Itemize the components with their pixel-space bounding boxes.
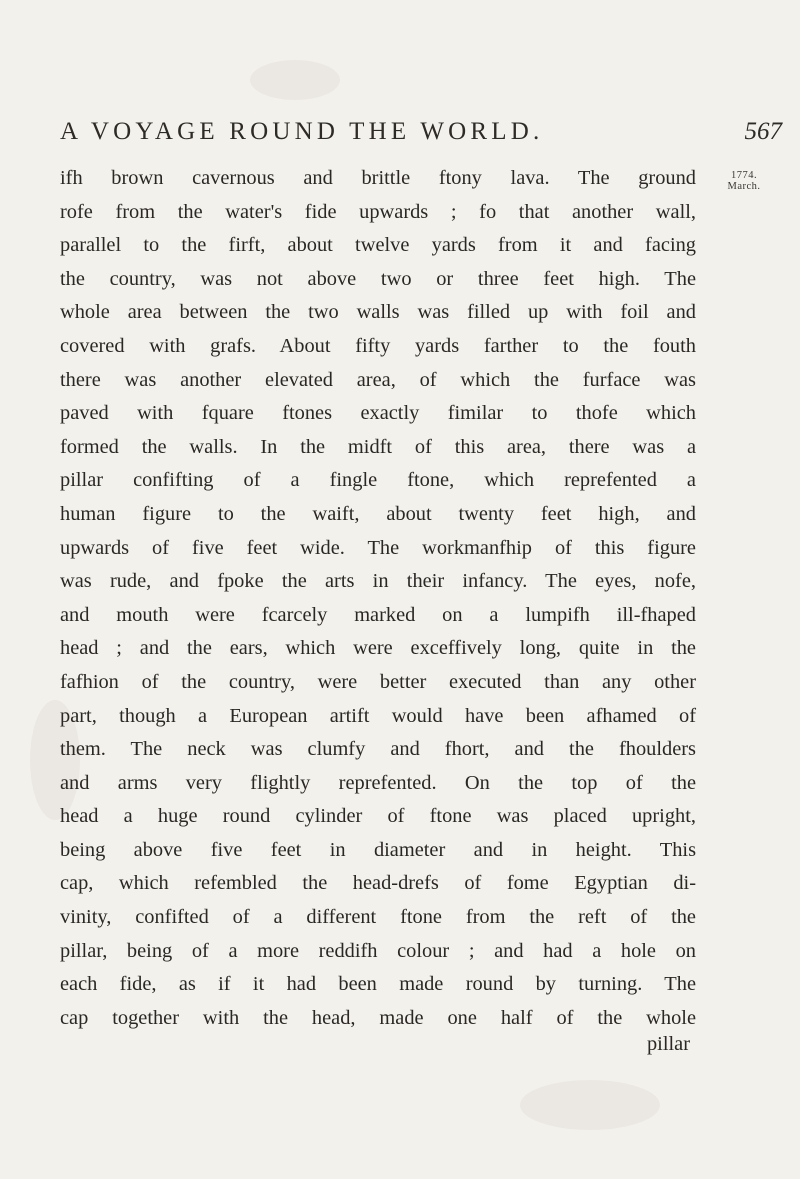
running-head: A VOYAGE ROUND THE WORLD.: [60, 118, 544, 145]
text-line: head a huge round cylinder of ftone was placed upright,: [60, 805, 696, 828]
margin-note: [704, 170, 784, 192]
text-line: there was another elevated area, of which the furface was: [60, 368, 696, 391]
text-line: and arms very flightly reprefented. On the top of the: [60, 771, 696, 794]
text-line: cap together with the head, made one half of the whole: [60, 1006, 696, 1029]
page-header: [60, 118, 790, 148]
paper-stain: [250, 60, 340, 100]
text-line: upwards of five feet wide. The workmanfhip of this figure: [60, 536, 696, 559]
text-line: fafhion of the country, were better executed than any other: [60, 670, 696, 693]
text-line: them. The neck was clumfy and fhort, and the fhoulders: [60, 738, 696, 761]
text-line: covered with grafs. About fifty yards farther to the fouth: [60, 334, 696, 357]
text-line: the country, was not above two or three feet high. The: [60, 267, 696, 290]
text-line: ifh brown cavernous and brittle ftony lava. The ground: [60, 167, 696, 189]
text-line: head ; and the ears, which were exceffively long, quite in the: [60, 637, 696, 660]
margin-note-month: March.: [727, 181, 761, 192]
margin-note-year: 1774.: [730, 170, 758, 181]
page-number: 567: [744, 118, 782, 145]
catchword: pillar: [646, 1033, 690, 1055]
text-line: each fide, as if it had been made round by turning. The: [60, 973, 696, 996]
body-text: [60, 162, 696, 1035]
text-line: pillar, being of a more reddifh colour ; and had a hole on: [60, 939, 696, 962]
text-line: part, though a European artift would have been afhamed of: [60, 704, 696, 727]
text-line: was rude, and fpoke the arts in their infancy. The eyes, nofe,: [60, 570, 696, 593]
text-line: being above five feet in diameter and in height. This: [60, 838, 696, 861]
text-line: whole area between the two walls was filled up with foil and: [60, 301, 696, 324]
text-line: vinity, confifted of a different ftone from the reft of the: [60, 906, 696, 929]
text-line: parallel to the firft, about twelve yards from it and facing: [60, 234, 696, 257]
text-line: rofe from the water's fide upwards ; fo that another wall,: [60, 200, 696, 223]
paper-stain: [520, 1080, 660, 1130]
text-line: human figure to the waift, about twenty feet high, and: [60, 502, 696, 525]
text-line: formed the walls. In the midft of this area, there was a: [60, 435, 696, 458]
text-line: and mouth were fcarcely marked on a lumpifh ill-fhaped: [60, 603, 696, 626]
text-line: cap, which refembled the head-drefs of fome Egyptian di-: [60, 872, 696, 895]
text-line: paved with fquare ftones exactly fimilar to thofe which: [60, 402, 696, 425]
text-line: pillar confifting of a fingle ftone, which reprefented a: [60, 469, 696, 492]
